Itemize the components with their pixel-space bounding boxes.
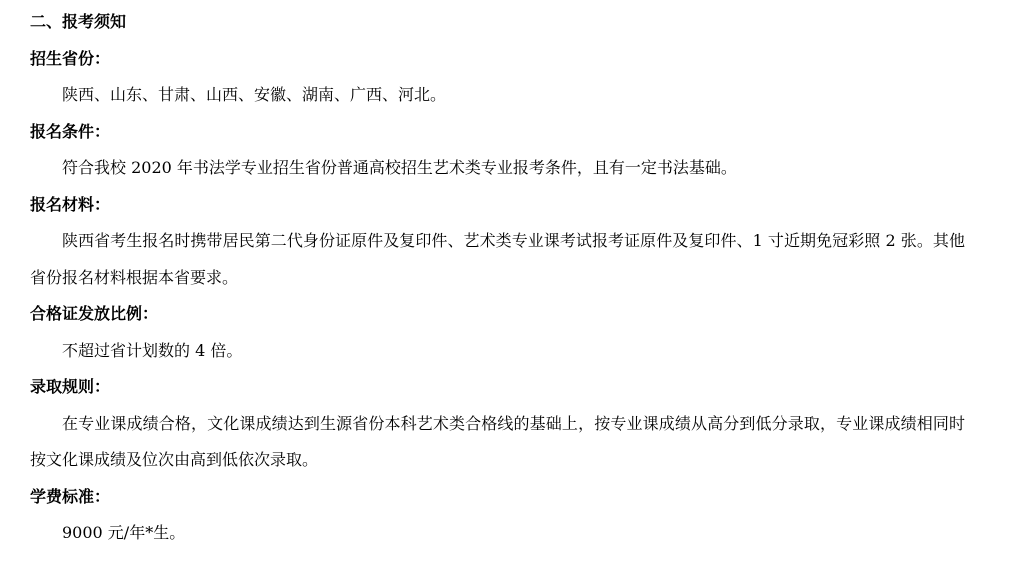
document-title: 二、报考须知 [30, 12, 127, 31]
section-paragraph: 9000 元/年*生。 [62, 523, 186, 542]
section-application-requirements [30, 114, 965, 187]
section-application-materials [30, 187, 965, 297]
section-heading: 报名材料： [30, 194, 111, 214]
section-heading: 合格证发放比例： [30, 304, 159, 323]
section-paragraph: 不超过省计划数的 4 倍。 [62, 340, 243, 360]
section-heading: 报名条件： [30, 121, 111, 141]
section-heading: 录取规则： [30, 377, 111, 396]
section-heading: 招生省份： [30, 48, 111, 68]
section-admission-rules [30, 369, 965, 479]
section-paragraph: 符合我校 2020 年书法学专业招生省份普通高校招生艺术类专业报考条件，且有一定书法基础。 [62, 158, 737, 177]
section-paragraph: 陕西、山东、甘肃、山西、安徽、湖南、广西、河北。 [62, 85, 447, 104]
section-paragraph: 陕西省考生报名时携带居民第二代身份证原件及复印件、艺术类专业课考试报考证原件及复印件、1 寸近期免冠彩照 2 张。其他省份报名材料根据本省要求。 [30, 231, 965, 287]
section-enrollment-provinces [30, 41, 965, 114]
section-paragraph: 在专业课成绩合格，文化课成绩达到生源省份本科艺术类合格线的基础上，按专业课成绩从高分到低分录取，专业课成绩相同时按文化课成绩及位次由高到低依次录取。 [30, 413, 965, 469]
section-heading: 学费标准： [30, 486, 111, 506]
section-certificate-ratio [30, 296, 965, 369]
section-tuition-standard [30, 479, 965, 552]
